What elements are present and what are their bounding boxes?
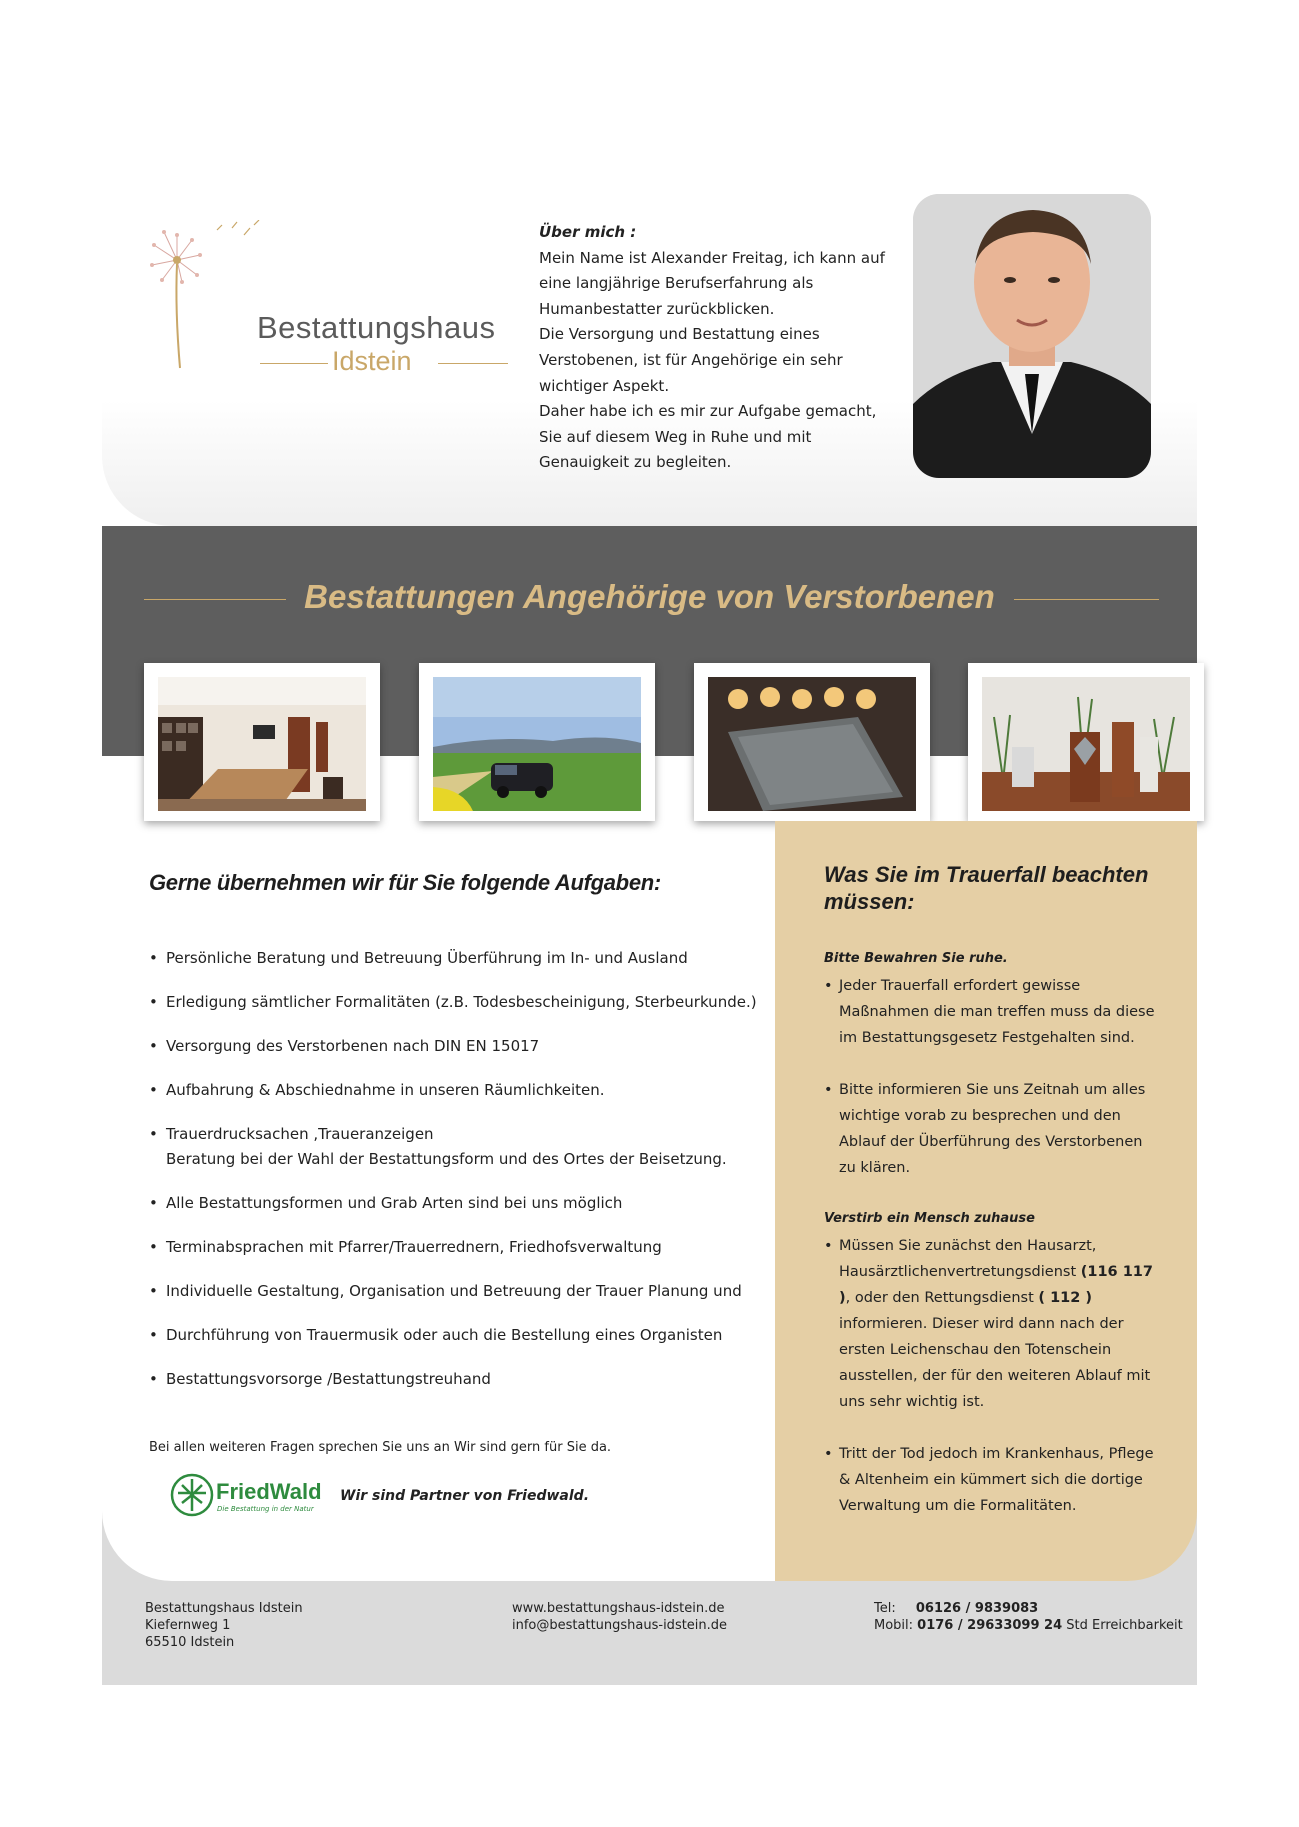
website-link[interactable]: www.bestattungshaus-idstein.de (512, 1601, 725, 1616)
logo-title: Bestattungshaus (257, 310, 496, 345)
footer-web (512, 1600, 727, 1634)
about-paragraph: Daher habe ich es mir zur Aufgabe gemacht, Sie auf diesem Weg in Ruhe und mit Genauigkeit zu begleiten. (539, 402, 877, 472)
partner-text: Wir sind Partner von Friedwald. (340, 1488, 590, 1504)
advice-list-2 (824, 1233, 1159, 1519)
mobile-number[interactable]: 0176 / 29633099 24 (917, 1618, 1063, 1633)
list-item: • Alle Bestattungsformen und Grab Arten sind bei uns möglich (149, 1191, 769, 1216)
tel-label: Tel: (874, 1601, 896, 1616)
list-item-line: Trauerdrucksachen ,Traueranzeigen (166, 1125, 434, 1143)
list-item: • Erledigung sämtlicher Formalitäten (z.B. Todesbescheinigung, Sterbeurkunde.) (149, 990, 769, 1015)
footer-street: Kiefernweg 1 (145, 1618, 231, 1633)
friedwald-logo (170, 1473, 325, 1523)
list-item: • Versorgung des Verstorbenen nach DIN EN 15017 (149, 1034, 769, 1059)
advice-text: informieren. Dieser wird dann nach der ersten Leichenschau den Totenschein ausstellen, der für den weiteren Ablauf mit uns sehr wichtig ist. (839, 1316, 1151, 1410)
about-paragraph: Mein Name ist Alexander Freitag, ich kann auf eine langjährige Berufserfahrung als Humanbestatter zurückblicken. (539, 248, 885, 318)
footer-address (145, 1600, 303, 1651)
header-section (102, 190, 1197, 526)
portrait-photo (913, 194, 1151, 478)
dandelion-icon (142, 220, 262, 370)
emergency-number: (116 117 ) (839, 1264, 1153, 1306)
logo-left-line (260, 363, 328, 364)
advice-list-1 (824, 973, 1159, 1181)
list-item (149, 1122, 769, 1172)
advice-heading: Was Sie im Trauerfall beachten müssen: (824, 862, 1149, 914)
list-item: • Aufbahrung & Abschiednahme in unseren Räumlichkeiten. (149, 1078, 769, 1103)
closing-text: Bei allen weiteren Fragen sprechen Sie uns an Wir sind gern für Sie da. (149, 1440, 612, 1455)
friedwald-logo-text: FriedWald (216, 1479, 322, 1504)
candles-book-image (708, 677, 916, 811)
photo-candles (694, 663, 930, 821)
photo-hearse (419, 663, 655, 821)
tel-number[interactable]: 06126 / 9839083 (915, 1601, 1039, 1616)
advice-section-title: Bitte Bewahren Sie ruhe. (824, 951, 1008, 966)
logo-subtitle: Idstein (332, 346, 412, 376)
list-item: • Durchführung von Trauermusik oder auch die Bestellung eines Organisten (149, 1323, 769, 1348)
company-logo (142, 220, 496, 376)
advice-panel (775, 821, 1197, 1581)
photo-office (144, 663, 380, 821)
list-item: • Individuelle Gestaltung, Organisation und Betreuung der Trauer Planung und (149, 1279, 769, 1304)
footer-phone (874, 1600, 1183, 1634)
office-room-image (158, 677, 366, 811)
about-title: Über mich : (539, 223, 637, 241)
list-item (824, 1233, 1159, 1415)
footer-company: Bestattungshaus Idstein (145, 1601, 303, 1616)
mobile-label: Mobil: (874, 1618, 914, 1633)
logo-right-line (438, 363, 508, 364)
list-item: • Bitte informieren Sie uns Zeitnah um alles wichtige vorab zu besprechen und den Ablauf der Überführung des Verstorbenen zu klären. (824, 1077, 1159, 1181)
email-link[interactable]: info@bestattungshaus-idstein.de (512, 1618, 728, 1633)
banner-title: Bestattungen Angehörige von Verstorbenen (304, 578, 995, 615)
list-item-line: Beratung bei der Wahl der Bestattungsform und des Ortes der Beisetzung. (166, 1150, 727, 1168)
list-item: • Bestattungsvorsorge /Bestattungstreuhand (149, 1367, 769, 1392)
memorial-decoration-image (982, 677, 1190, 811)
advice-text: , oder den Rettungsdienst (845, 1290, 1034, 1306)
list-item: • Tritt der Tod jedoch im Krankenhaus, Pflege & Altenheim ein kümmert sich die dortige Verwaltung um die Formalitäten. (824, 1441, 1159, 1519)
tasks-heading: Gerne übernehmen wir für Sie folgende Aufgaben: (149, 870, 661, 895)
tasks-list (149, 946, 769, 1411)
list-item: • Jeder Trauerfall erfordert gewisse Maßnahmen die man treffen muss da diese im Bestattungsgesetz Festgehalten sind. (824, 973, 1159, 1051)
flyer-page (102, 190, 1197, 1685)
hearse-landscape-image (433, 677, 641, 811)
person-portrait-image (913, 194, 1151, 478)
emergency-number: ( 112 ) (1038, 1290, 1093, 1306)
about-paragraph: Die Versorgung und Bestattung eines Verstobenen, ist für Angehörige ein sehr wichtiger Aspekt. (539, 325, 843, 395)
about-me-block (539, 220, 899, 476)
photo-decoration (968, 663, 1204, 821)
mobile-note: Std Erreichbarkeit (1066, 1618, 1183, 1633)
list-item: • Terminabsprachen mit Pfarrer/Trauerrednern, Friedhofsverwaltung (149, 1235, 769, 1260)
advice-text: Müssen Sie zunächst den Hausarzt, Hausärztlichenvertretungsdienst (839, 1238, 1097, 1280)
footer-city: 65510 Idstein (145, 1635, 235, 1650)
friedwald-tagline: Die Bestattung in der Natur (217, 1505, 314, 1513)
list-item: • Persönliche Beratung und Betreuung Überführung im In- und Ausland (149, 946, 769, 971)
advice-section-title: Verstirb ein Mensch zuhause (824, 1211, 1035, 1226)
banner-right-line (1014, 599, 1159, 600)
